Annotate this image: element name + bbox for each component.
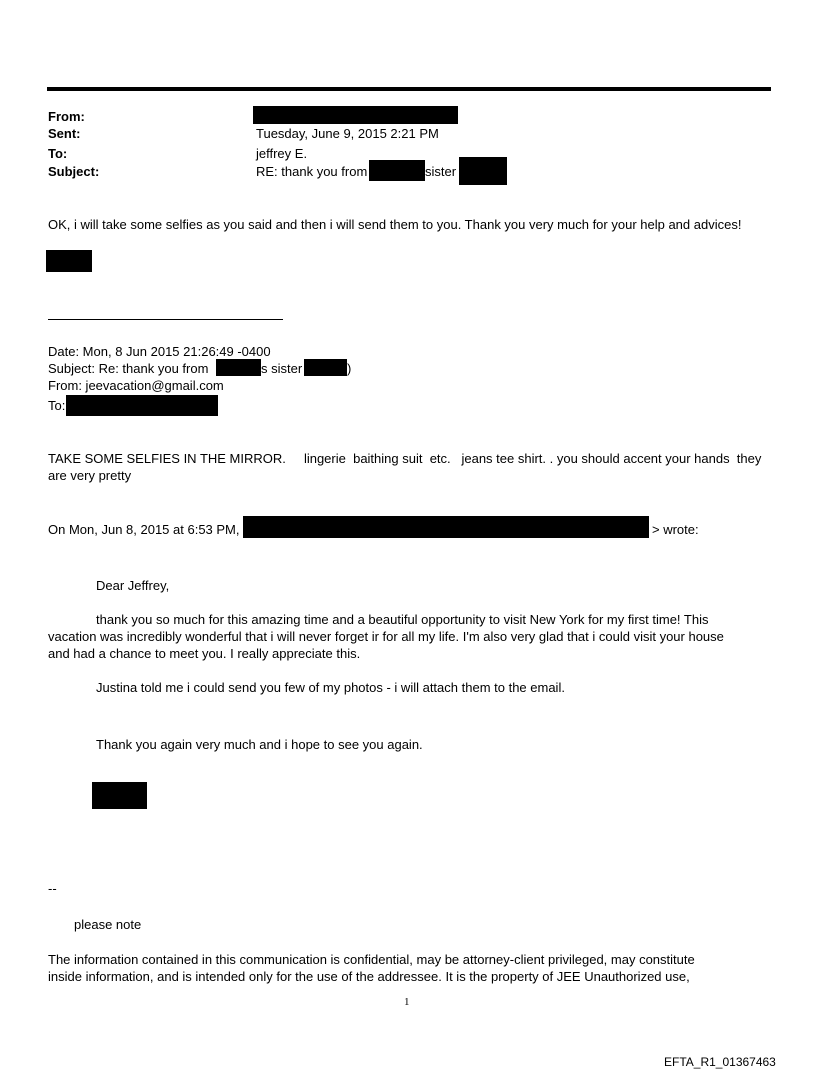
redaction-subject-1 (369, 160, 425, 181)
para1-line1: thank you so much for this amazing time and a beautiful opportunity to visit New York for my first time! This (96, 612, 709, 627)
sent-value: Tuesday, June 9, 2015 2:21 PM (256, 126, 439, 141)
subject-prefix: RE: thank you from (256, 164, 368, 179)
to-label: To: (48, 146, 68, 161)
redaction-subject-2 (459, 157, 507, 185)
quote-separator (48, 319, 283, 320)
quoted-body-line2: are very pretty (48, 468, 132, 483)
reply-body: OK, i will take some selfies as you said and then i will send them to you. Thank you very much for your help and advices! (48, 217, 742, 232)
quoted-to-label: To: (48, 398, 66, 413)
to-value: jeffrey E. (256, 146, 308, 161)
redaction-from (253, 106, 458, 124)
redaction-quoted-subject-1 (216, 359, 261, 376)
page-number: 1 (404, 996, 410, 1008)
redaction-signature-2 (92, 782, 147, 809)
notice-line1: The information contained in this communication is confidential, may be attorney-client privileged, may constitute (48, 952, 695, 967)
para1-line3: and had a chance to meet you. I really appreciate this. (48, 646, 361, 661)
subject-mid: sister (425, 164, 457, 179)
header-rule (47, 87, 771, 91)
from-label: From: (48, 109, 85, 124)
para2: Justina told me i could send you few of my photos - i will attach them to the email. (96, 680, 565, 695)
signature-dashes: -- (48, 881, 57, 896)
document-id: EFTA_R1_01367463 (664, 1055, 776, 1069)
greeting: Dear Jeffrey, (96, 578, 170, 593)
quoted-date: Date: Mon, 8 Jun 2015 21:26:49 -0400 (48, 344, 271, 359)
redaction-attribution (243, 516, 649, 538)
sent-label: Sent: (48, 126, 81, 141)
redaction-quoted-to (66, 395, 218, 416)
quoted-subject-tail: ) (347, 361, 352, 376)
para3: Thank you again very much and i hope to see you again. (96, 737, 423, 752)
notice-line2: inside information, and is intended only for the use of the addressee. It is the property of JEE Unauthorized use, (48, 969, 690, 984)
attribution-prefix: On Mon, Jun 8, 2015 at 6:53 PM, (48, 522, 240, 537)
quoted-body-line1: TAKE SOME SELFIES IN THE MIRROR. lingerie baithing suit etc. jeans tee shirt. . you should accent your hands they (48, 451, 762, 466)
quoted-subject-prefix: Subject: Re: thank you from (48, 361, 209, 376)
attribution-suffix: > wrote: (652, 522, 699, 537)
subject-label: Subject: (48, 164, 100, 179)
please-note: please note (74, 917, 142, 932)
quoted-from: From: jeevacation@gmail.com (48, 378, 224, 393)
redaction-quoted-subject-2 (304, 359, 347, 376)
redaction-signature-1 (46, 250, 92, 272)
para1-line2: vacation was incredibly wonderful that i will never forget ir for all my life. I'm also very glad that i could visit your house (48, 629, 724, 644)
quoted-subject-mid: s sister (261, 361, 303, 376)
